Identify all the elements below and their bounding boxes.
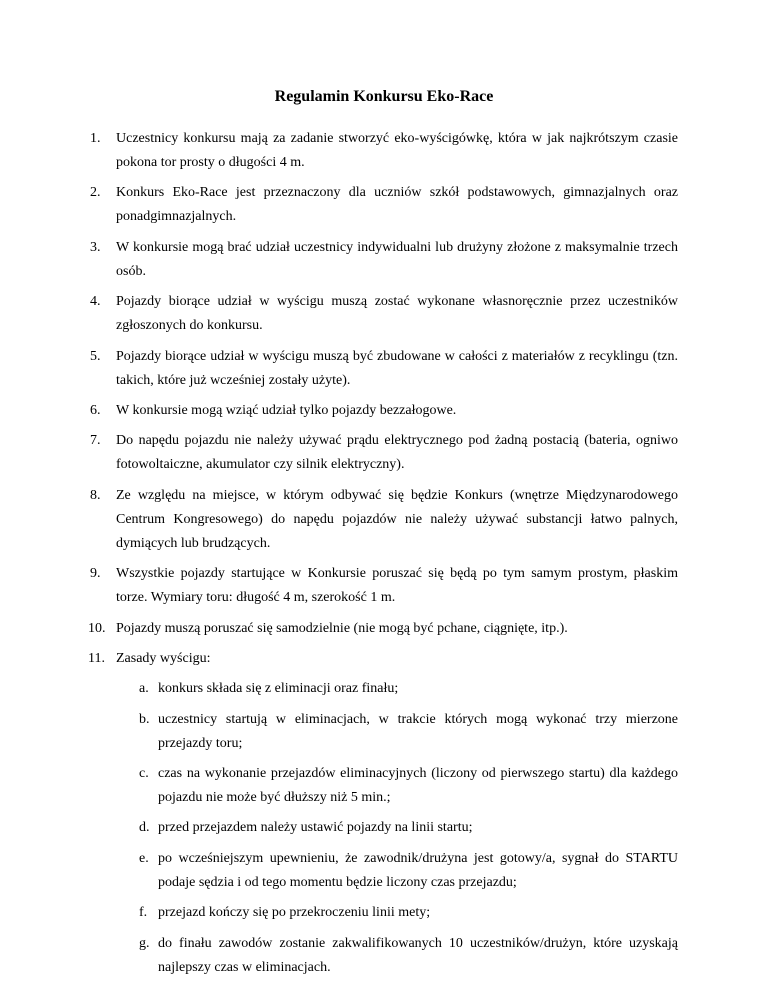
rule-item-4 [0, 290, 678, 338]
rule-number: 9. [90, 566, 101, 582]
rule-item-8 [0, 484, 678, 556]
rule-item-6 [0, 399, 678, 423]
rule-number: 8. [90, 487, 101, 503]
subrule-text: przejazd kończy się po przekroczeniu linii mety; [158, 905, 431, 921]
rule-item-3 [0, 236, 678, 284]
rules-list [0, 127, 768, 986]
rule-text: Do napędu pojazdu nie należy używać prądu elektrycznego pod żadną postacią (bateria, ogniwo fotowoltaiczne, akumulator czy silnik elektryczny). [116, 433, 678, 473]
rule-text: Ze względu na miejsce, w którym odbywać się będzie Konkurs (wnętrze Międzynarodowego Centrum Kongresowego) do napędu pojazdów nie należy używać substancji łatwo palnych, dymiących lub brudzących. [116, 487, 678, 551]
rule-number: 5. [90, 348, 101, 364]
subrule-letter: d. [139, 820, 150, 836]
document-title: Regulamin Konkursu Eko-Race [274, 88, 494, 105]
rule-text: Pojazdy biorące udział w wyścigu muszą być zbudowane w całości z materiałów z recyklingu (tzn. takich, które już wcześniej zostały użyte). [116, 348, 678, 388]
subrule-letter: b. [139, 711, 150, 727]
subrule-letter: a. [139, 681, 149, 697]
rule-item-9 [0, 562, 678, 610]
rule-text: W konkursie mogą wziąć udział tylko pojazdy bezzałogowe. [116, 402, 457, 418]
rule-text: Wszystkie pojazdy startujące w Konkursie poruszać się będą po tym samym prostym, płaskim torze. Wymiary toru: długość 4 m, szerokość 1 m. [116, 566, 678, 606]
rule-number: 11. [88, 650, 105, 666]
subrule-text: przed przejazdem należy ustawić pojazdy na linii startu; [158, 820, 473, 836]
rule-number: 10. [88, 620, 106, 636]
rule-item-2 [0, 181, 678, 229]
rule-number: 7. [90, 433, 101, 449]
subrule-letter: g. [139, 935, 150, 951]
subrule-letter: f. [139, 905, 148, 921]
subrule-item-f [0, 901, 678, 925]
subrule-text: po wcześniejszym upewnieniu, że zawodnik/drużyna jest gotowy/a, sygnał do STARTU podaje sędzia i od tego momentu będzie liczony czas przejazdu; [158, 850, 678, 890]
subrule-text: czas na wykonanie przejazdów eliminacyjnych (liczony od pierwszego startu) dla każdego pojazdu nie może być dłuższy niż 5 min.; [158, 766, 678, 806]
rule-number: 3. [90, 239, 101, 255]
rule-text: Zasady wyścigu: [116, 650, 211, 666]
subrule-text: uczestnicy startują w eliminacjach, w trakcie których mogą wykonać trzy mierzone przejazdy toru; [158, 711, 678, 751]
rule-item-11 [0, 647, 678, 671]
subrule-item-d [0, 816, 678, 840]
rule-number: 6. [90, 402, 101, 418]
rule-text: Pojazdy biorące udział w wyścigu muszą zostać wykonane własnoręcznie przez uczestników zgłoszonych do konkursu. [116, 294, 678, 334]
subrule-letter: c. [139, 766, 149, 782]
subrule-item-a [0, 677, 678, 701]
rule-item-1 [0, 127, 678, 175]
rule-number: 1. [90, 131, 101, 146]
rule-text: Konkurs Eko-Race jest przeznaczony dla uczniów szkół podstawowych, gimnazjalnych oraz ponadgimnazjalnych. [116, 185, 678, 225]
subrule-text: do finału zawodów zostanie zakwalifikowanych 10 uczestników/drużyn, które uzyskają najlepszy czas w eliminacjach. [158, 935, 678, 975]
subrule-item-e [0, 847, 678, 895]
rule-item-7 [0, 429, 678, 477]
rule-item-5 [0, 345, 678, 393]
subrule-text: konkurs składa się z eliminacji oraz finału; [158, 681, 399, 697]
rule-text: Uczestnicy konkursu mają za zadanie stworzyć eko-wyścigówkę, która w jak najkrótszym czasie pokona tor prosty o długości 4 m. [116, 131, 678, 170]
subrule-item-b [0, 708, 678, 756]
rule-text: Pojazdy muszą poruszać się samodzielnie (nie mogą być pchane, ciągnięte, itp.). [116, 620, 568, 636]
subrule-item-c [0, 762, 678, 810]
rule-number: 2. [90, 185, 101, 201]
subrule-letter: e. [139, 850, 149, 866]
rule-text: W konkursie mogą brać udział uczestnicy indywidualni lub drużyny złożone z maksymalnie trzech osób. [116, 239, 678, 279]
subrule-item-g [0, 932, 678, 980]
rule-number: 4. [90, 294, 101, 310]
rule-item-10 [0, 617, 678, 641]
